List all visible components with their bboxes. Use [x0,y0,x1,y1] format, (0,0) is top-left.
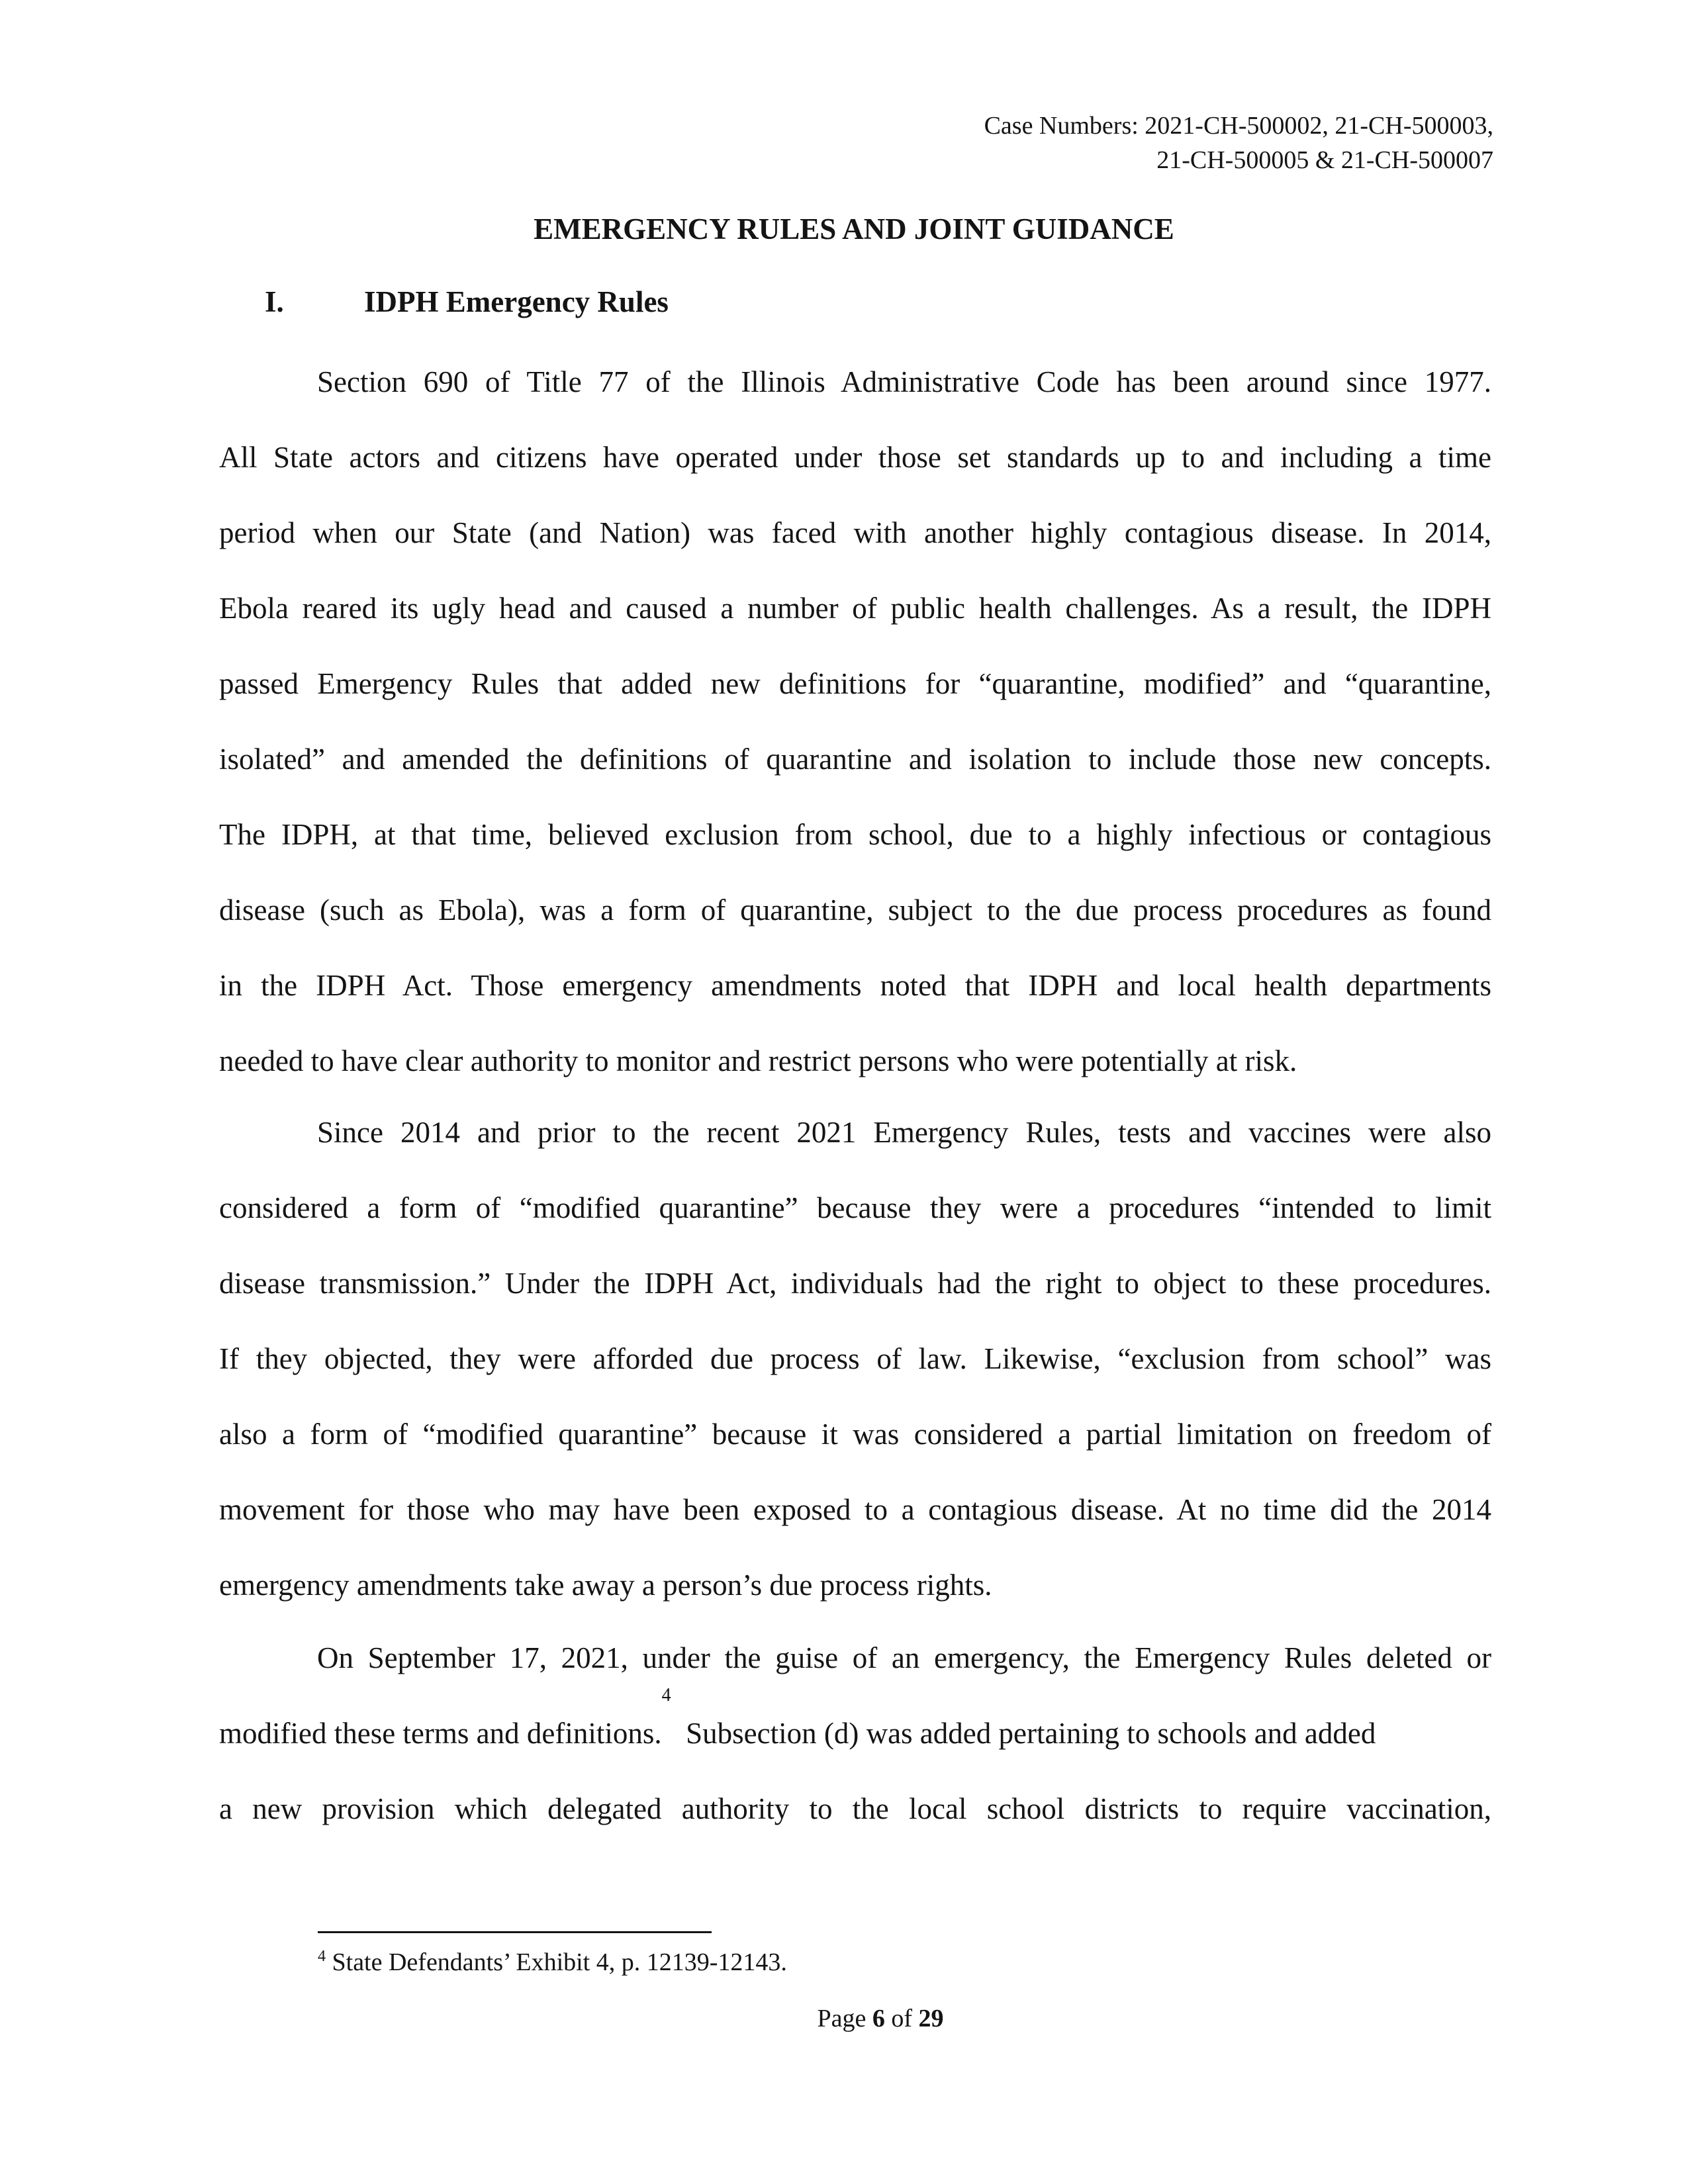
page-footer [0,2002,1688,2035]
footnote-text: State Defendants’ Exhibit 4, p. 12139-12143. [332,1948,787,1976]
paragraph-line: needed to have clear authority to monitor and restrict persons who were potentially at risk. [219,1044,1297,1077]
page-number: 6 [872,2005,885,2032]
paragraph-1 [219,344,1491,1099]
footnote-reference[interactable]: 4 [661,1685,671,1706]
paragraph-line: Ebola reared its ugly head and caused a number of public health challenges. As a result, the IDPH [219,592,1491,625]
paragraph-line: If they objected, they were afforded due process of law. Likewise, “exclusion from school” was [219,1342,1491,1375]
paragraph-line: emergency amendments take away a person’s due process rights. [219,1569,992,1602]
paragraph-line: Since 2014 and prior to the recent 2021 Emergency Rules, tests and vaccines were also [317,1116,1491,1149]
section-number: I. [265,285,284,318]
paragraph-line: considered a form of “modified quarantine” because they were a procedures “intended to limit [219,1191,1491,1224]
paragraph-line-with-footnote [219,1685,1491,1771]
paragraph-line: in the IDPH Act. Those emergency amendments noted that IDPH and local health departments [219,969,1491,1002]
paragraph-line: On September 17, 2021, under the guise of an emergency, the Emergency Rules deleted or [317,1641,1491,1674]
footnote [318,1946,787,1979]
section-heading [265,283,669,320]
paragraph-line: isolated” and amended the definitions of quarantine and isolation to include those new concepts. [219,743,1491,776]
paragraph-line: passed Emergency Rules that added new definitions for “quarantine, modified” and “quarantine, [219,667,1491,700]
footnote-divider [318,1931,712,1933]
paragraph-line: period when our State (and Nation) was faced with another highly contagious disease. In 2014, [219,516,1491,549]
paragraph-line-rest: Subsection (d) was added pertaining to schools and added [671,1717,1376,1750]
paragraph-line: Section 690 of Title 77 of the Illinois Administrative Code has been around since 1977. [317,365,1491,398]
paragraph-line: a new provision which delegated authority to the local school districts to require vaccination, [219,1792,1491,1825]
page-label: Page [817,2005,867,2032]
paragraph-line: movement for those who may have been exposed to a contagious disease. At no time did the 2014 [219,1493,1491,1526]
total-pages: 29 [918,2005,944,2032]
paragraph-line: disease (such as Ebola), was a form of quarantine, subject to the due process procedures as found [219,893,1491,927]
paragraph-line: The IDPH, at that time, believed exclusion from school, due to a highly infectious or contagious [219,818,1491,851]
document-title: EMERGENCY RULES AND JOINT GUIDANCE [534,212,1174,246]
case-numbers [699,109,1493,177]
paragraph-line: All State actors and citizens have operated under those set standards up to and including a time [219,441,1491,474]
case-numbers-line-1: Case Numbers: 2021-CH-500002, 21-CH-500003, [984,112,1493,140]
paragraph-line: also a form of “modified quarantine” because it was considered a partial limitation on freedom of [219,1418,1491,1451]
paragraph-line: disease transmission.” Under the IDPH Act, individuals had the right to object to these procedures. [219,1267,1491,1300]
case-numbers-line-2: 21-CH-500005 & 21-CH-500007 [1156,146,1493,174]
section-title: IDPH Emergency Rules [364,285,669,318]
paragraph-line-start: modified these terms and definitions. [219,1717,662,1750]
paragraph-2 [219,1095,1491,1623]
paragraph-3 [219,1620,1491,1846]
of-label: of [891,2005,913,2032]
footnote-marker: 4 [318,1948,326,1965]
